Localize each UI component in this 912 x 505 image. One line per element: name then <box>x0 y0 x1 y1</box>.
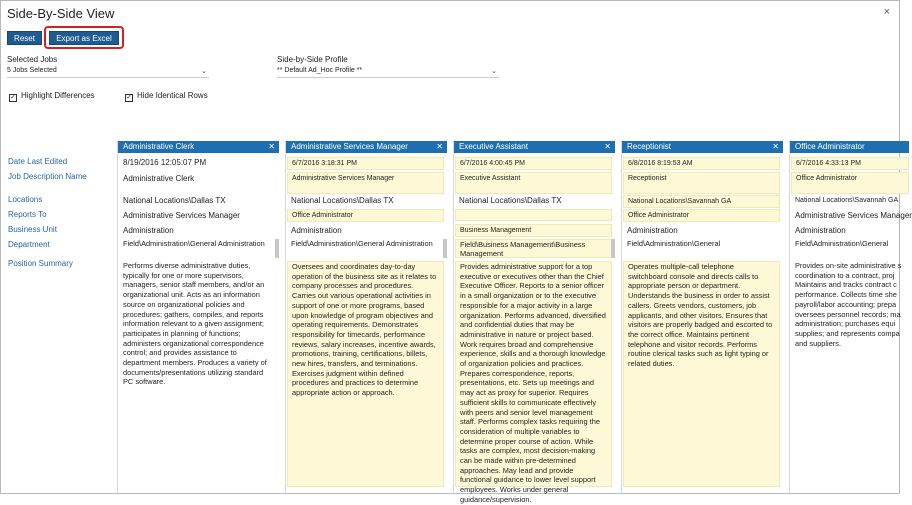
reports-to-cell: Administrative Services Manager <box>795 211 912 220</box>
highlight-differences-label: Highlight Differences <box>21 91 95 100</box>
row-label-job-description-name: Job Description Name <box>8 172 87 181</box>
job-column <box>453 141 615 504</box>
reset-button[interactable]: Reset <box>7 31 42 45</box>
close-icon[interactable]: ✕ <box>772 142 779 151</box>
column-title: Administrative Services Manager <box>291 142 408 151</box>
name-cell: Administrative Services Manager <box>287 172 444 194</box>
date-cell: 6/7/2016 4:33:13 PM <box>791 157 909 170</box>
job-column <box>285 141 447 495</box>
business-unit-cell: Business Management <box>455 224 612 237</box>
date-cell: 6/7/2016 4:00:45 PM <box>455 157 612 170</box>
profile-value: ** Default Ad_Hoc Profile ** <box>277 67 363 74</box>
selected-jobs-dropdown[interactable] <box>7 67 209 78</box>
chevron-down-icon: ⌄ <box>201 68 207 75</box>
close-icon[interactable]: ✕ <box>436 142 443 151</box>
column-header <box>790 141 909 153</box>
row-label-business-unit: Business Unit <box>8 225 57 234</box>
dialog-title: Side-By-Side View <box>7 6 115 21</box>
reports-to-cell <box>455 209 612 221</box>
department-cell: Field\Business Management\Business Management <box>455 239 612 258</box>
job-column <box>621 141 783 495</box>
column-title: Administrative Clerk <box>123 142 195 151</box>
name-cell: Office Administrator <box>791 172 909 194</box>
summary-cell: Operates multiple-call telephone switchboard console and directs calls to appropriate person or department. Understands the business in order to assist callers. Greets vendors, customers, job applicants, and other visitors. Ensures that visitors are properly badged and escorted to the correct office. Maintains pertinent telephone and visitor records. Performs routine clerical tasks such as light typing or related duties. <box>623 261 780 487</box>
column-header <box>622 141 783 153</box>
row-label-department: Department <box>8 240 50 249</box>
column-header <box>454 141 615 153</box>
reports-to-cell: Administrative Services Manager <box>123 211 240 220</box>
column-title: Executive Assistant <box>459 142 528 151</box>
location-cell: National Locations\Savannah GA <box>795 197 899 204</box>
department-scrollbar[interactable] <box>275 239 279 258</box>
name-cell: Administrative Clerk <box>123 174 195 183</box>
business-unit-cell: Administration <box>795 226 846 235</box>
location-cell: National Locations\Savannah GA <box>623 195 780 208</box>
row-label-reports-to: Reports To <box>8 210 47 219</box>
profile-label: Side-by-Side Profile <box>277 55 348 64</box>
checkbox-check-icon: ✓ <box>10 94 16 101</box>
export-excel-button[interactable]: Export as Excel <box>49 31 119 45</box>
column-header <box>118 141 279 153</box>
summary-cell: Performs diverse administrative duties, typically for one or more supervisors, managers, senior staff members, and/or an organizational unit. Acts as an information source on organizational policies and procedures; gathers, compiles, and reports information relevant to a given assignment; participates in planning of functions; administers organizational correspondence control; and provides assistance to department members. Produces a variety of documents/presentations utilizing standard PC software. <box>123 261 267 387</box>
row-label-position-summary: Position Summary <box>8 259 73 268</box>
business-unit-cell: Administration <box>627 226 678 235</box>
department-cell: Field\Administration\General Administration <box>123 239 265 248</box>
date-cell: 8/19/2016 12:05:07 PM <box>123 158 207 167</box>
job-column <box>117 141 279 495</box>
close-icon[interactable]: ✕ <box>604 142 611 151</box>
hide-identical-rows-checkbox[interactable] <box>125 91 208 102</box>
location-cell: National Locations\Dallas TX <box>291 196 394 205</box>
selected-jobs-value: 5 Jobs Selected <box>7 67 57 74</box>
location-cell: National Locations\Dallas TX <box>459 196 562 205</box>
checkbox-check-icon: ✓ <box>126 94 132 101</box>
department-cell: Field\Administration\General Administration <box>291 239 433 248</box>
department-cell: Field\Administration\General <box>795 239 889 248</box>
department-cell: Field\Administration\General <box>627 239 721 248</box>
row-label-date-last-edited: Date Last Edited <box>8 157 68 166</box>
column-title: Office Administrator <box>795 142 865 151</box>
name-cell: Receptionist <box>623 172 780 194</box>
summary-cell: Provides on-site administrative s coordination to a contract, proj Maintains and tracks contract c performance. Collects time she payroll/labor accounting; prepa oversees personnel records; ma administration; purchases equi supplies; and represents compa and suppliers. <box>795 261 902 348</box>
department-scrollbar[interactable] <box>611 239 615 258</box>
date-cell: 6/7/2016 3:18:31 PM <box>287 157 444 170</box>
close-icon[interactable]: ✕ <box>268 142 275 151</box>
column-header <box>286 141 447 153</box>
selected-jobs-label: Selected Jobs <box>7 55 58 64</box>
summary-cell: Oversees and coordinates day-to-day operation of the business site as it relates to company processes and procedures. Carries out various operational activities in support of one or more programs, based upon knowledge of program objectives and operating requirements. Demonstrates responsibility for timecards, performance reviews, salary increases, incentive awards, promotions, training, certifications, billets, new hires, transfers, and terminations. Exercises judgment within defined procedures and practices to determine appropriate action or approach. <box>287 261 444 487</box>
name-cell: Executive Assistant <box>455 172 612 194</box>
chevron-down-icon: ⌄ <box>491 68 497 75</box>
hide-identical-rows-label: Hide Identical Rows <box>137 91 208 100</box>
date-cell: 6/8/2016 8:19:53 AM <box>623 157 780 170</box>
profile-dropdown[interactable] <box>277 67 499 78</box>
close-icon[interactable]: × <box>883 6 890 18</box>
reports-to-cell: Office Administrator <box>623 209 780 222</box>
reports-to-cell: Office Administrator <box>287 209 444 222</box>
location-cell: National Locations\Dallas TX <box>123 196 226 205</box>
job-column <box>789 141 912 495</box>
row-label-locations: Locations <box>8 195 43 204</box>
department-scrollbar[interactable] <box>443 239 447 258</box>
column-title: Receptionist <box>627 142 672 151</box>
business-unit-cell: Administration <box>123 226 174 235</box>
summary-cell: Provides administrative support for a top executive or executives other than the Chief Executive Officer. Reports to a senior officer in a small organization or to the executive responsible for a major activity in a large organization. Performs advanced, diversified and confidential duties that may be administrative in nature or project based. Work requires broad and comprehensive experience, skills and a thorough knowledge of organization policies and practices. Prepares correspondence, reports, presentations, etc. Sets up meetings and may act as proxy for superior. Requires sufficient skills to communicate effectively with peers and senior level management staff. Performs complex tasks requiring the consideration of multiple variables to determine proper course of action. While tasks are complex, most decision-making can be made within pre-determined approaches. May lead and provide functional guidance to lower level support employees. Works under general guidance/supervision. <box>455 261 612 487</box>
highlight-differences-checkbox[interactable] <box>9 91 95 102</box>
business-unit-cell: Administration <box>291 226 342 235</box>
